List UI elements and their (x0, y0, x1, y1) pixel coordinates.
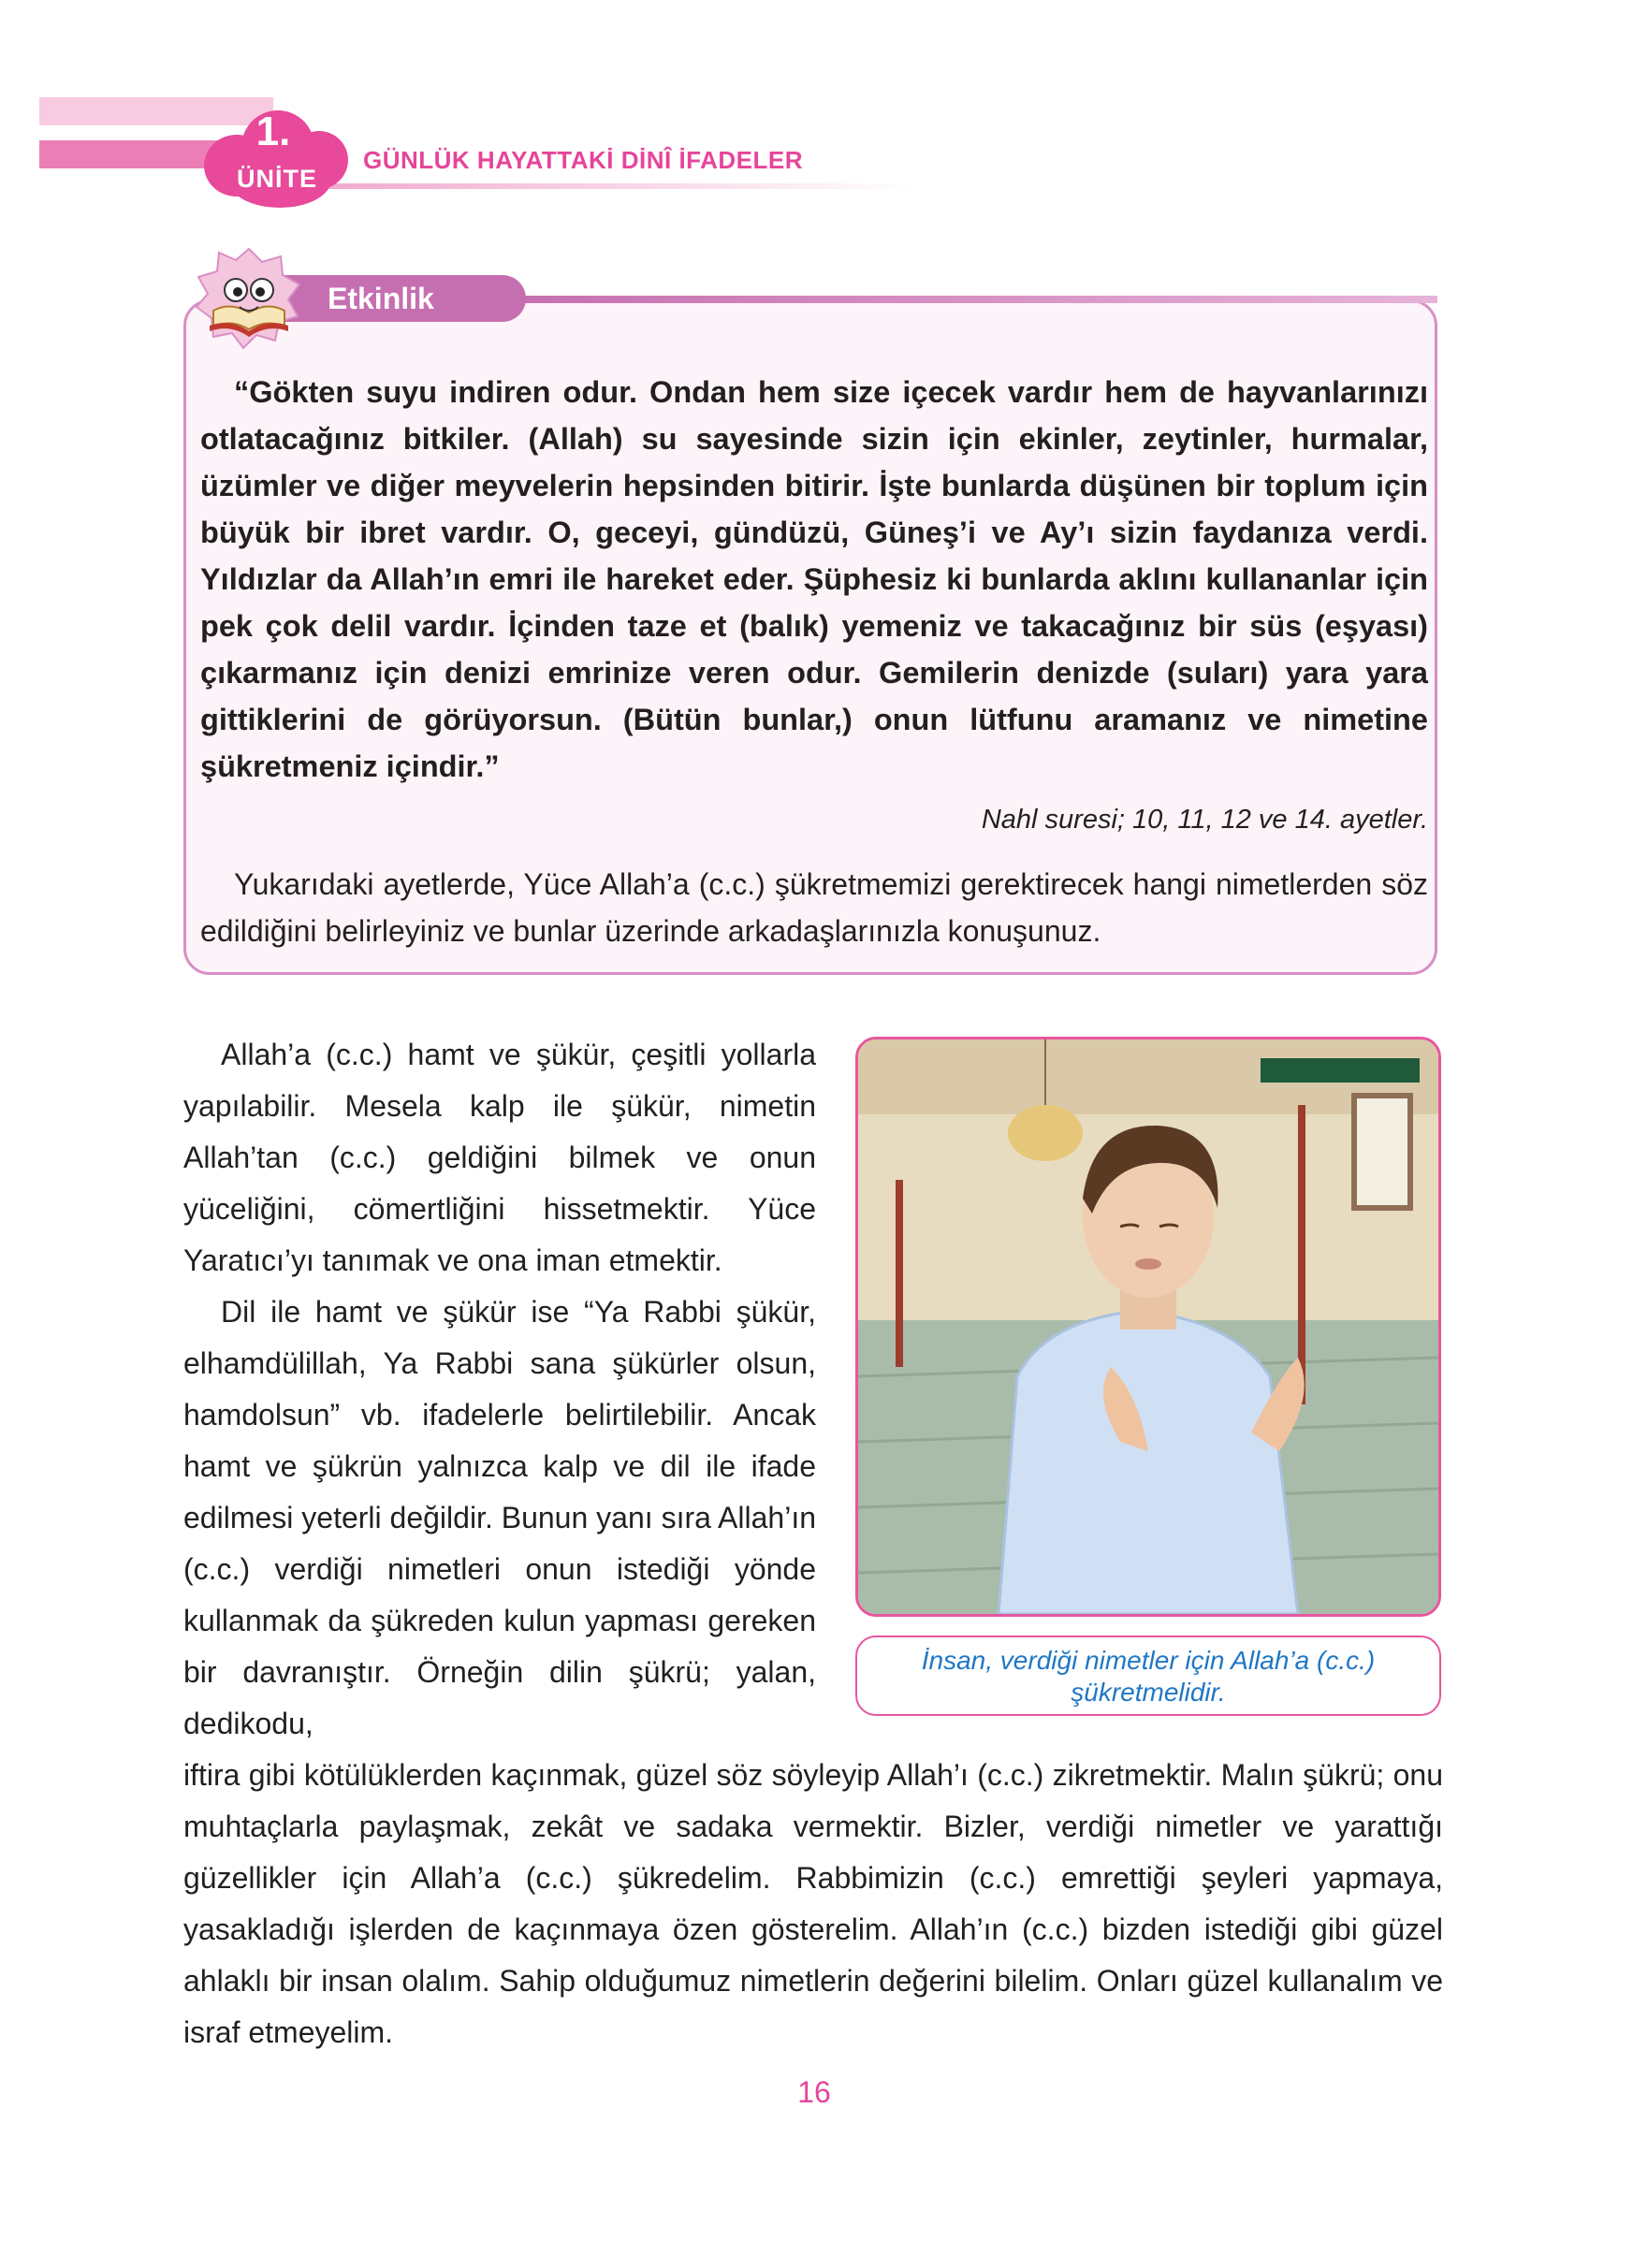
unit-title: GÜNLÜK HAYATTAKİ DİNÎ İFADELER (363, 146, 804, 174)
caption-line-1: İnsan, verdiği nimetler için Allah’a (c.c.) (921, 1646, 1376, 1675)
praying-boy-photo (855, 1037, 1441, 1617)
unit-badge (204, 107, 348, 208)
photo-caption (855, 1636, 1441, 1716)
header-underline (318, 183, 917, 189)
activity-instruction: Yukarıdaki ayetlerde, Yüce Allah’a (c.c.) şükretmemizi gerektirecek hangi nimetlerden söz edildiğini belirleyiniz ve bunlar üzerinde arkadaşlarınızla konuşunuz. (200, 867, 1428, 948)
caption-line-2: şükretmelidir. (1071, 1678, 1226, 1707)
quote-text: “Gökten suyu indiren odur. Ondan hem size içecek vardır hem de hayvanlarınızı otlatacağınız bitkiler. (Allah) su sayesinde sizin için ekinler, zeytinler, hurmalar, üzümler ve diğer meyvelerin hepsinden bitirir. İşte bunlarda düşünen bir toplum için büyük bir ibret vardır. O, geceyi, gündüzü, Güneş’i ve Ay’ı sizin faydanıza verdi. Yıldızlar da Allah’ın emri ile hareket eder. Şüphesiz ki bunlarda aklını kullananlar için pek çok delil vardır. İçinden taze et (balık) yemeniz ve takacağınız bir süs (eşyası) çıkarmanız için denizi emrinize veren odur. Gemilerin denizde (suları) yara yara gittiklerini de görüyorsun. (Bütün bunlar,) onun lütfunu aramanız ve nimetine şükretmeniz içindir.” (200, 375, 1428, 783)
book-mascot-icon (193, 245, 305, 350)
praying-boy-illustration (858, 1040, 1438, 1614)
body-paragraph-1: Allah’a (c.c.) hamt ve şükür, çeşitli yollarla yapılabilir. Mesela kalp ile şükür, nimetin Allah’tan (c.c.) geldiğini bilmek ve onun yüceliğini, cömertliğini hissetmektir. Yüce Yaratıcı’yı tanımak ve ona iman etmektir. (183, 1038, 816, 1277)
activity-tab-line (505, 296, 1437, 303)
body-paragraph-2-end: iftira gibi kötülüklerden kaçınmak, güzel söz söyleyip Allah’ı (c.c.) zikretmektir. Malın şükrü; onu muhtaçlarla paylaşmak, zekât ve sadaka vermektir. Bizler, verdiği nimetler ve yarattığı güzellikler için Allah’a (c.c.) şükredelim. Rabbimizin (c.c.) emrettiği şeyleri yapmaya, yasakladığı işlerden de kaçınmaya özen gösterelim. Allah’ın (c.c.) bizden istediği gibi güzel ahlaklı bir insan olalım. Sahip olduğumuz nimetlerin değerini bilelim. Onları güzel kullanalım ve israf etmeyelim. (183, 1758, 1443, 2049)
unit-number: 1. (255, 109, 291, 154)
quote-source: Nahl suresi; 10, 11, 12 ve 14. ayetler. (981, 805, 1428, 835)
body-paragraph-2-start: Dil ile hamt ve şükür ise “Ya Rabbi şükür, elhamdülillah, Ya Rabbi sana şükürler olsun, hamdolsun” vb. ifadelerle belirtilebilir. Ancak hamt ve şükrün yalnızca kalp ve dil ile ifade edilmesi yeterli değildir. Bunun yanı sıra Allah’ın (c.c.) verdiği nimetleri onun istediği yönde kullanmak da şükreden kulun yapması gereken bir davranıştır. Örneğin dilin şükrü; yalan, dedikodu, (183, 1295, 816, 1740)
body-column-text (183, 1029, 816, 1750)
unit-label: ÜNİTE (237, 165, 317, 193)
page-number: 16 (797, 2075, 831, 2109)
activity-label: Etkinlik (281, 275, 526, 322)
